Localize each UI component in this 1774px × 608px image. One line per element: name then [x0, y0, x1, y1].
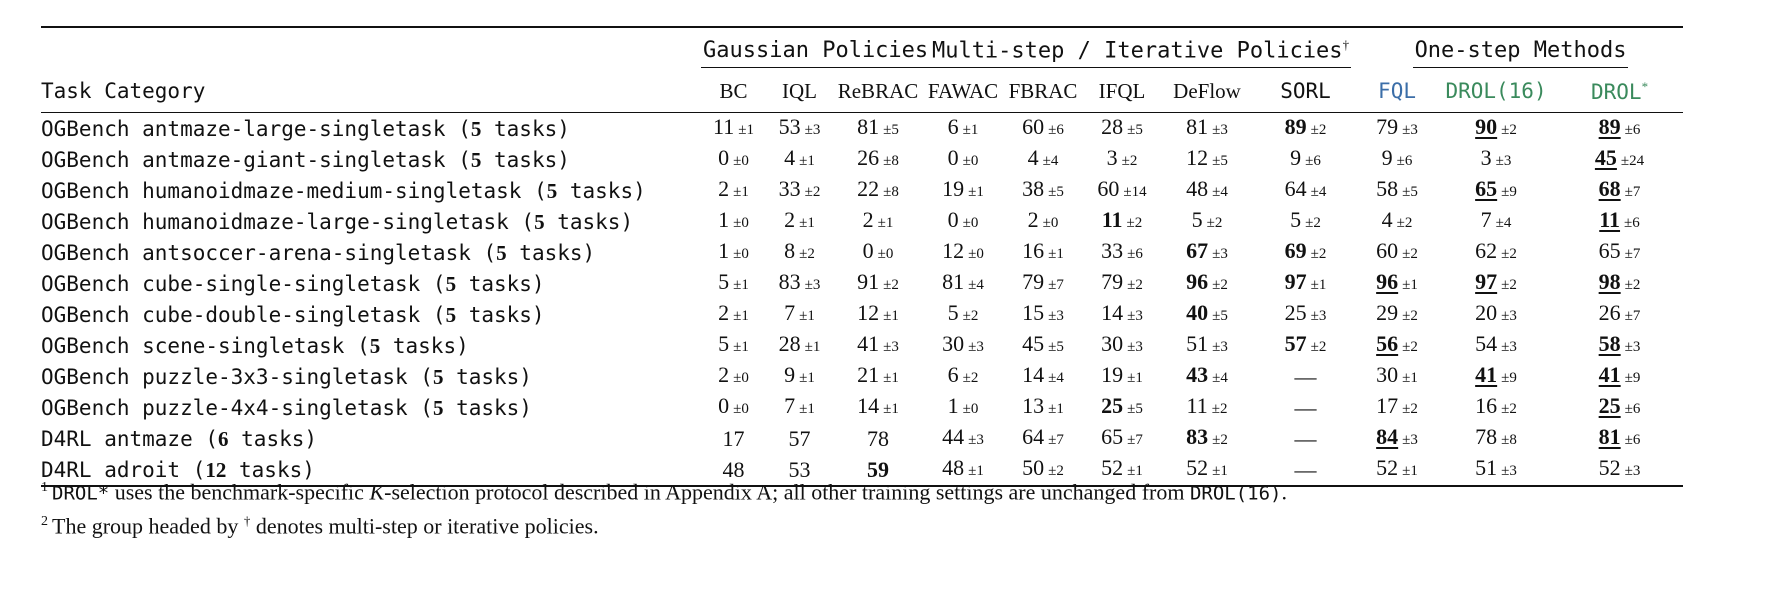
column-header-drol: DROL* [1590, 78, 1649, 104]
score-cell: 44 ±3 [942, 424, 984, 449]
score-cell: 14 ±3 [1101, 300, 1143, 325]
task-category-cell: OGBench antmaze-large-singletask (5 tasks) [41, 116, 570, 141]
score-cell: 0 ±0 [947, 207, 979, 232]
score-cell: 20 ±3 [1475, 300, 1517, 325]
table-row [41, 423, 1683, 454]
score-cell: 79 ±7 [1022, 269, 1064, 294]
score-cell: 41 ±9 [1598, 362, 1641, 387]
score-cell: 48 [722, 456, 745, 482]
score-cell: 2 ±0 [718, 362, 749, 387]
score-cell: 11 ±2 [1186, 393, 1228, 418]
score-cell: 2 ±0 [1027, 207, 1059, 232]
score-cell: 62 ±2 [1475, 238, 1517, 263]
score-cell: 26 ±7 [1598, 300, 1641, 325]
score-cell: 89 ±2 [1284, 114, 1327, 139]
score-cell: 2 ±1 [718, 300, 749, 325]
score-cell: 2 ±1 [718, 176, 749, 201]
score-cell: 50 ±2 [1022, 455, 1064, 480]
score-cell: 96 ±1 [1376, 269, 1418, 294]
score-cell: — [1294, 425, 1317, 451]
score-cell: 14 ±1 [857, 393, 899, 418]
score-cell: 45 ±5 [1022, 331, 1064, 356]
score-cell: 26 ±8 [857, 145, 899, 170]
score-cell: 11 ±1 [713, 114, 754, 139]
score-cell: 38 ±5 [1022, 176, 1064, 201]
task-category-cell: OGBench humanoidmaze-large-singletask (5 tasks) [41, 209, 634, 234]
score-cell: 30 ±3 [1101, 331, 1143, 356]
score-cell: 41 ±9 [1475, 362, 1517, 387]
score-cell: 90 ±2 [1475, 114, 1517, 139]
score-cell: 78 ±8 [1475, 424, 1517, 449]
column-header-row [41, 70, 1683, 113]
score-cell: 15 ±3 [1022, 300, 1064, 325]
score-cell: 58 ±3 [1598, 331, 1641, 356]
group-multistep: Multi-step / Iterative Policies† [923, 27, 1358, 70]
column-header-ifql: IFQL [1098, 78, 1146, 103]
score-cell: 60 ±6 [1022, 114, 1064, 139]
score-cell: 9 ±6 [1290, 145, 1321, 170]
score-cell: 58 ±5 [1376, 176, 1418, 201]
score-cell: 17 ±2 [1376, 393, 1418, 418]
score-cell: 7 ±1 [784, 300, 815, 325]
task-category-cell: OGBench puzzle-4x4-singletask (5 tasks) [41, 395, 532, 420]
score-cell: 91 ±2 [857, 269, 899, 294]
score-cell: 65 ±9 [1475, 176, 1517, 201]
score-cell: 5 ±2 [1290, 207, 1321, 232]
score-cell: 52 ±3 [1598, 455, 1641, 480]
task-category-cell: D4RL antmaze (6 tasks) [41, 426, 318, 451]
score-cell: 12 ±0 [942, 238, 984, 263]
score-cell: 7 ±1 [784, 393, 815, 418]
score-cell: 78 [867, 425, 889, 451]
task-category-cell: OGBench scene-singletask (5 tasks) [41, 333, 469, 358]
score-cell: 2 ±1 [862, 207, 894, 232]
score-cell: 25 ±6 [1598, 393, 1641, 418]
score-cell: 83 ±3 [778, 269, 821, 294]
table-row [41, 361, 1683, 392]
score-cell: 79 ±3 [1376, 114, 1418, 139]
score-cell: 52 ±1 [1186, 455, 1228, 480]
results-table [41, 26, 1683, 487]
table-row [41, 392, 1683, 423]
task-category-cell: OGBench antmaze-giant-singletask (5 tasks) [41, 147, 570, 172]
score-cell: 1 ±0 [718, 207, 749, 232]
column-header-fql: FQL [1378, 79, 1416, 103]
task-category-cell: OGBench cube-single-singletask (5 tasks) [41, 271, 545, 296]
score-cell: 22 ±8 [857, 176, 899, 201]
score-cell: 67 ±3 [1186, 238, 1228, 263]
score-cell: 12 ±5 [1186, 145, 1228, 170]
score-cell: 19 ±1 [1101, 362, 1143, 387]
score-cell: 14 ±4 [1022, 362, 1064, 387]
score-cell: 0 ±0 [862, 238, 894, 263]
column-header-bc: BC [719, 78, 748, 103]
score-cell: 28 ±1 [778, 331, 821, 356]
score-cell: 0 ±0 [718, 145, 749, 170]
score-cell: 0 ±0 [947, 145, 979, 170]
score-cell: 5 ±1 [718, 331, 749, 356]
score-cell: 98 ±2 [1598, 269, 1641, 294]
score-cell: 29 ±2 [1376, 300, 1418, 325]
score-cell: 64 ±4 [1284, 176, 1327, 201]
group-header-row [41, 27, 1683, 70]
score-cell: 2 ±1 [784, 207, 815, 232]
group-onestep: One-step Methods [1358, 27, 1683, 70]
column-header-fawac: FAWAC [927, 78, 999, 103]
score-cell: 4 ±2 [1381, 207, 1413, 232]
score-cell: 81 ±6 [1598, 424, 1641, 449]
score-cell: — [1294, 456, 1317, 482]
table-row [41, 330, 1683, 361]
score-cell: 40 ±5 [1186, 300, 1228, 325]
column-header-task: Task Category [41, 79, 206, 103]
score-cell: 65 ±7 [1598, 238, 1641, 263]
score-cell: 4 ±4 [1027, 145, 1059, 170]
score-cell: 3 ±2 [1106, 145, 1138, 170]
score-cell: 68 ±7 [1598, 176, 1641, 201]
score-cell: 12 ±1 [857, 300, 899, 325]
column-header-iql: IQL [782, 78, 817, 103]
task-category-cell: D4RL adroit (12 tasks) [41, 457, 315, 482]
score-cell: 53 [788, 456, 811, 482]
score-cell: 69 ±2 [1284, 238, 1327, 263]
score-cell: 11 ±6 [1599, 207, 1640, 232]
score-cell: 81 ±5 [857, 114, 899, 139]
score-cell: 3 ±3 [1480, 145, 1512, 170]
score-cell: 79 ±2 [1101, 269, 1143, 294]
score-cell: 8 ±2 [784, 238, 815, 263]
score-cell: 33 ±2 [778, 176, 821, 201]
score-cell: 51 ±3 [1475, 455, 1517, 480]
table-row [41, 206, 1683, 237]
score-cell: 65 ±7 [1101, 424, 1143, 449]
score-cell: 1 ±0 [947, 393, 979, 418]
score-cell: 7 ±4 [1480, 207, 1512, 232]
score-cell: 11 ±2 [1101, 207, 1143, 232]
task-category-cell: OGBench puzzle-3x3-singletask (5 tasks) [41, 364, 532, 389]
footnote-2: $^2$ The group headed by † denotes multi-step or iterative policies. [41, 513, 599, 539]
table-row [41, 237, 1683, 268]
score-cell: 81 ±4 [942, 269, 984, 294]
score-cell: 5 ±2 [1191, 207, 1223, 232]
table-row [41, 175, 1683, 206]
score-cell: 6 ±2 [947, 362, 979, 387]
score-cell: 1 ±0 [718, 238, 749, 263]
score-cell: 54 ±3 [1475, 331, 1517, 356]
score-cell: 5 ±2 [947, 300, 979, 325]
score-cell: 6 ±1 [947, 114, 979, 139]
score-cell: 30 ±3 [942, 331, 984, 356]
score-cell: 21 ±1 [857, 362, 899, 387]
score-cell: 25 ±3 [1284, 300, 1327, 325]
table-row [41, 144, 1683, 175]
column-header-deflow: DeFlow [1173, 78, 1241, 103]
table-row [41, 268, 1683, 299]
column-header-drol-16: DROL(16) [1445, 79, 1547, 103]
column-header-fbrac: FBRAC [1008, 78, 1078, 103]
score-cell: 48 ±4 [1186, 176, 1228, 201]
score-cell: 60 ±2 [1376, 238, 1418, 263]
score-cell: 84 ±3 [1376, 424, 1418, 449]
score-cell: 52 ±1 [1376, 455, 1418, 480]
score-cell: 0 ±0 [718, 393, 749, 418]
score-cell: 89 ±6 [1598, 114, 1641, 139]
score-cell: 9 ±6 [1381, 145, 1413, 170]
score-cell: 52 ±1 [1101, 455, 1143, 480]
score-cell: — [1294, 394, 1317, 420]
score-cell: 51 ±3 [1186, 331, 1228, 356]
score-cell: 53 ±3 [778, 114, 821, 139]
score-cell: 4 ±1 [784, 145, 815, 170]
score-cell: 59 [867, 456, 889, 482]
score-cell: — [1294, 363, 1317, 389]
score-cell: 9 ±1 [784, 362, 815, 387]
score-cell: 83 ±2 [1186, 424, 1228, 449]
score-cell: 17 [722, 425, 745, 451]
score-cell: 45 ±24 [1594, 145, 1645, 170]
score-cell: 33 ±6 [1101, 238, 1143, 263]
column-header-rebrac: ReBRAC [837, 78, 919, 103]
footnote-1: $^1$ DROL* uses the benchmark-specific K-selection protocol described in Appendix A; all other training settings are unchanged from DROL(16). [41, 479, 1287, 505]
score-cell: 57 ±2 [1284, 331, 1327, 356]
table-row [41, 299, 1683, 330]
score-cell: 13 ±1 [1022, 393, 1064, 418]
score-cell: 43 ±4 [1186, 362, 1228, 387]
column-header-sorl: SORL [1280, 79, 1331, 103]
score-cell: 41 ±3 [857, 331, 899, 356]
score-cell: 5 ±1 [718, 269, 749, 294]
results-table-container [41, 26, 1683, 487]
group-gaussian: Gaussian Policies [701, 27, 923, 70]
score-cell: 48 ±1 [942, 455, 984, 480]
score-cell: 19 ±1 [942, 176, 984, 201]
task-category-cell: OGBench cube-double-singletask (5 tasks) [41, 302, 545, 327]
footnotes [41, 474, 1287, 540]
task-category-cell: OGBench antsoccer-arena-singletask (5 tasks) [41, 240, 596, 265]
score-cell: 96 ±2 [1186, 269, 1228, 294]
score-cell: 16 ±1 [1022, 238, 1064, 263]
score-cell: 25 ±5 [1101, 393, 1143, 418]
score-cell: 81 ±3 [1186, 114, 1228, 139]
score-cell: 28 ±5 [1101, 114, 1143, 139]
score-cell: 60 ±14 [1097, 176, 1147, 201]
table-body [41, 113, 1683, 487]
table-row [41, 113, 1683, 145]
score-cell: 64 ±7 [1022, 424, 1064, 449]
score-cell: 97 ±1 [1284, 269, 1327, 294]
score-cell: 57 [788, 425, 811, 451]
score-cell: 30 ±1 [1376, 362, 1418, 387]
task-category-cell: OGBench humanoidmaze-medium-singletask (5 tasks) [41, 178, 646, 203]
score-cell: 97 ±2 [1475, 269, 1517, 294]
score-cell: 16 ±2 [1475, 393, 1517, 418]
score-cell: 56 ±2 [1376, 331, 1418, 356]
